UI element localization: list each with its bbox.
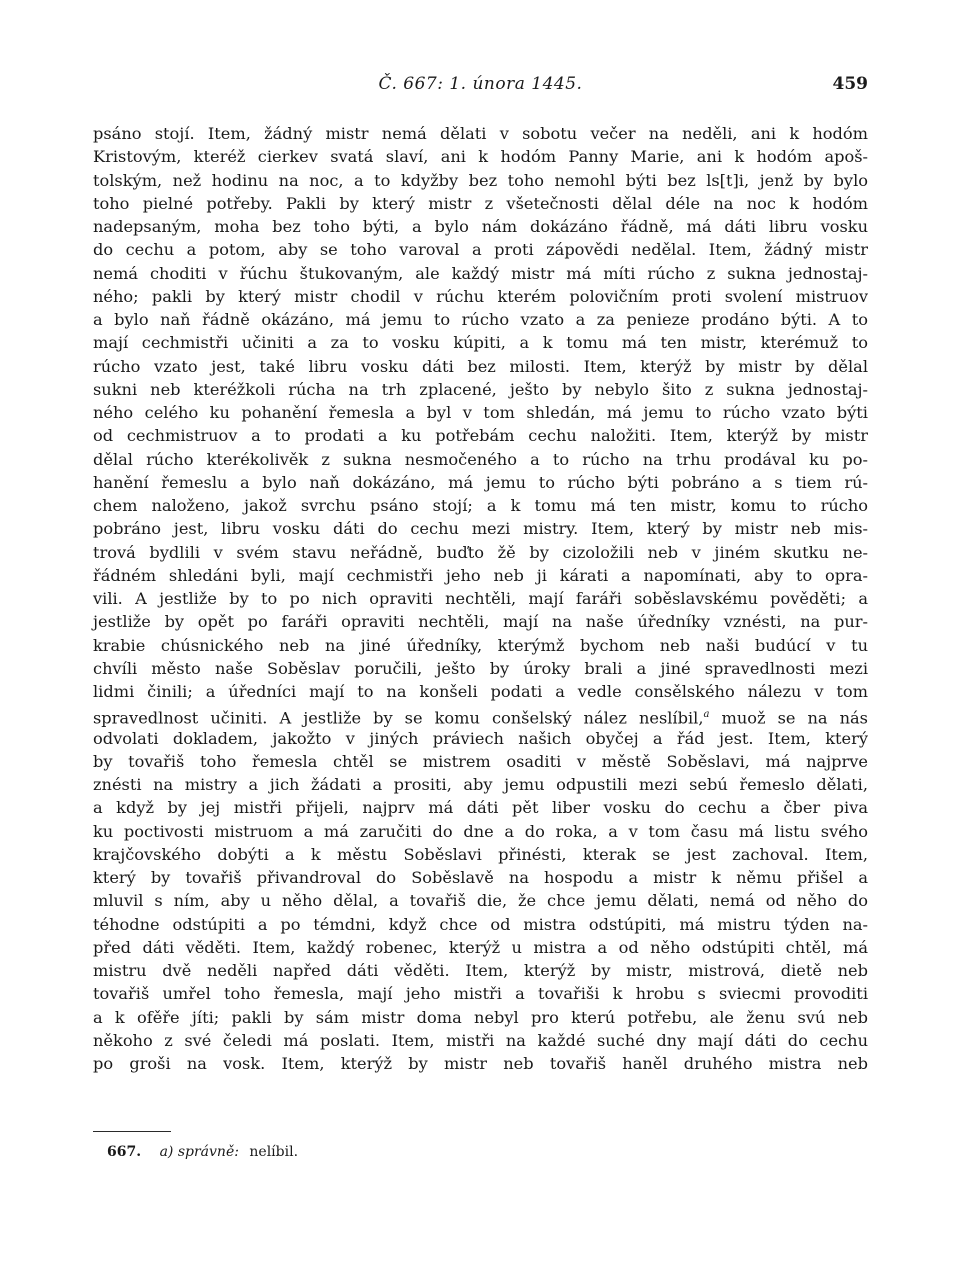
footnote-mark: a) — [159, 1144, 174, 1160]
text-line: toho pielné potřeby. Pakli by který mistr z všetečnosti dělal déle na noc k hodóm — [93, 193, 868, 213]
text-line: krabie chúsnického neb na jiné úředníky, kterýmž bychom neb naši budúcí v tu — [93, 635, 868, 655]
text-line: tolským, než hodinu na noc, a to kdyžby bez toho nemohl býti bez ls[t]i, jenž by bylo — [93, 170, 868, 190]
text-line: a když by jej mistři přijeli, najprv má dáti pět liber vosku do cechu a čber piva — [93, 798, 868, 818]
text-line: chem naloženo, jakož svrchu psáno stojí; a k tomu má ten mistr, komu to rúcho — [93, 496, 868, 515]
text-line-with-footnote-mark — [93, 703, 868, 726]
footnote-divider — [93, 1131, 171, 1132]
text-line: mluvil s ním, aby u něho dělal, a tovařiš die, že chce jemu dělati, nemá od něho do — [93, 891, 868, 911]
text-line: a bylo naň řádně okázáno, má jemu to rúcho vzato a za penieze prodáno býti. A to — [93, 310, 868, 329]
text-line: nadepsaným, moha bez toho býti, a bylo nám dokázáno řádně, má dáti libru vosku — [93, 217, 868, 236]
text-line: vili. A jestliže by to po nich opraviti nechtěli, mají faráři soběslavskému pověděti; a — [93, 589, 868, 608]
text-line: ného; pakli by který mistr chodil v rúchu kterém polovičním proti svolení mistruov — [93, 286, 868, 306]
footnote-text: nelíbil. — [249, 1144, 299, 1160]
body-text — [93, 122, 868, 1075]
footnote-number: 667. — [107, 1144, 142, 1160]
text-line: trová bydlili v svém stavu neřádně, buďto žě by cizoložili neb v jiném skutku ne- — [93, 542, 868, 562]
text-line: někoho z své čeledi má poslati. Item, mistři na každé suché dny mají dáti do cechu — [93, 1030, 868, 1050]
text-line-tail: muož se na nás — [709, 708, 868, 728]
text-line: dělal rúcho kterékolivěk z sukna nesmočeného a to rúcho na trhu prodával ku po- — [93, 449, 868, 469]
text-line: Kristovým, kteréž cierkev svatá slaví, ani k hodóm Panny Marie, ani k hodóm apoš- — [93, 147, 868, 167]
page-header — [93, 74, 868, 100]
text-line: ného celého ku pohanění řemesla a byl v tom shledán, má jemu to rúcho vzato býti — [93, 403, 868, 422]
text-line: řádném shledáni byli, mají cechmistři jeho neb ji kárati a napomínati, aby to opra- — [93, 565, 868, 585]
text-line: sukni neb kteréžkoli rúcha na trh zplacené, ješto by nebylo šito z sukna jednostaj- — [93, 379, 868, 399]
text-line: a k ofěře jíti; pakli by sám mistr doma nebyl pro kterú potřebu, ale ženu svú neb — [93, 1007, 868, 1027]
text-line: hanění řemeslu a bylo naň dokázáno, má jemu to rúcho býti pobráno a s tiem rú- — [93, 472, 868, 492]
text-line: mistru dvě neděli napřed dáti věděti. Item, kterýž by mistr, mistrová, dietě neb — [93, 961, 868, 980]
text-line: tovařiš umřel toho řemesla, mají jeho mistři a tovařiši k hrobu s sviecmi provoditi — [93, 984, 868, 1004]
footnote-label: správně: — [177, 1144, 239, 1160]
text-line-head: spravedlnost učiniti. A jestliže by se komu conšelský nález neslíbil, — [93, 708, 704, 728]
running-title: Č. 667: 1. února 1445. — [378, 74, 583, 94]
text-line: by tovařiš toho řemesla chtěl se mistrem osaditi v městě Soběslavi, má najprve — [93, 751, 868, 771]
page-number: 459 — [832, 74, 868, 94]
text-line: krajčovského dobýti a k městu Soběslavi přinésti, kterak se jest zachoval. Item, — [93, 844, 868, 864]
footnote-marker: a — [703, 709, 710, 721]
text-line: pobráno jest, libru vosku dáti do cechu mezi mistry. Item, který by mistr neb mis- — [93, 519, 868, 539]
text-line: před dáti věděti. Item, každý robenec, kterýž u mistra a od něho odstúpiti chtěl, má — [93, 937, 868, 957]
text-line: po groši na vosk. Item, kterýž by mistr neb tovařiš haněl druhého mistra neb — [93, 1054, 868, 1073]
text-line: nemá choditi v řúchu štukovaným, ale každý mistr má míti rúcho z sukna jednostaj- — [93, 263, 868, 283]
text-line: jestliže by opět po faráři opraviti nechtěli, mají na naše úředníky vznésti, na pur- — [93, 612, 868, 632]
text-line: mají cechmistři učiniti a za to vosku kúpiti, a k tomu má ten mistr, kterémuž to — [93, 333, 868, 353]
text-line: rúcho vzato jest, také libru vosku dáti bez milosti. Item, kterýž by mistr by dělal — [93, 356, 868, 376]
text-line: chvíli město naše Soběslav poručili, ješto by úroky brali a jiné spravedlnosti mezi — [93, 658, 868, 678]
footnote — [107, 1144, 298, 1160]
text-line: téhodne odstúpiti a po témdni, když chce od mistra odstúpiti, má mistru týden na- — [93, 914, 868, 934]
text-line: odvolati dokladem, jakožto v jiných práviech našich obyčej a řád jest. Item, který — [93, 728, 868, 748]
text-line: ku poctivosti mistruom a má zaručiti do dne a do roka, a v tom času má listu svého — [93, 821, 868, 841]
text-line: znésti na mistry a jich žádati a prositi, aby jemu odpustili mezi sebú řemeslo dělati, — [93, 775, 868, 794]
text-line: psáno stojí. Item, žádný mistr nemá dělati v sobotu večer na neděli, ani k hodóm — [93, 124, 868, 143]
text-line: do cechu a potom, aby se toho varoval a proti zápovědi nedělal. Item, žádný mistr — [93, 240, 868, 260]
text-line: který by tovařiš přivandroval do Soběslavě na hospodu a mistr k němu přišel a — [93, 868, 868, 887]
text-line: od cechmistruov a to prodati a ku potřebám cechu naložiti. Item, kterýž by mistr — [93, 426, 868, 446]
text-line: lidmi činili; a úředníci mají to na konšeli podati a vedle consělského nálezu v tom — [93, 682, 868, 701]
